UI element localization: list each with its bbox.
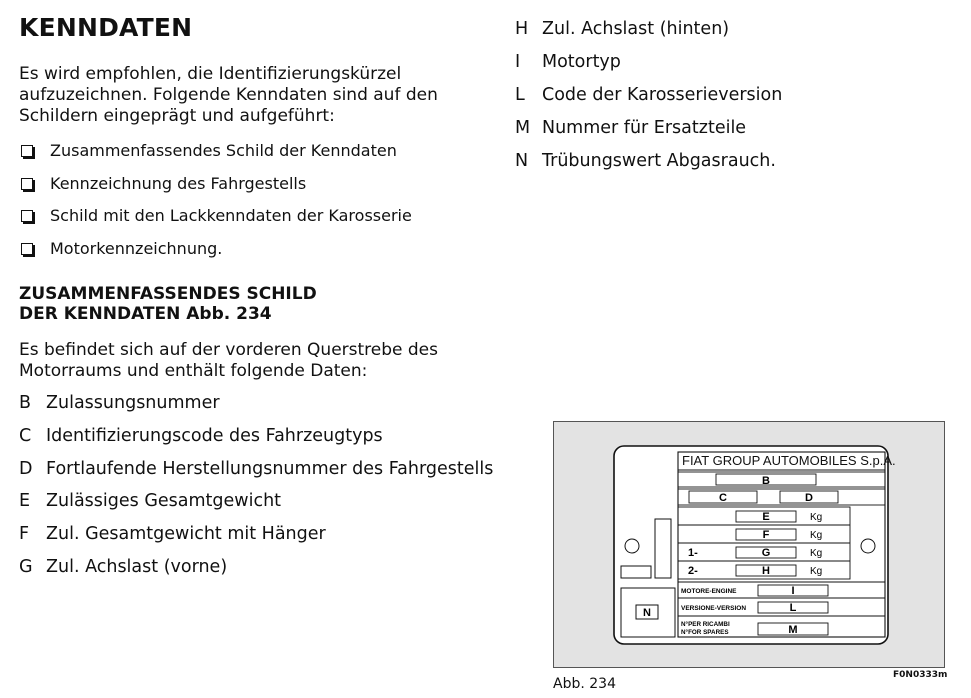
item-letter: F: [19, 524, 30, 544]
unit-kg: Kg: [810, 548, 823, 559]
list-item: [515, 84, 782, 117]
bullet-item: [19, 239, 222, 259]
list-item: [515, 117, 782, 150]
field-g-label: G: [761, 547, 771, 559]
field-l-label: L: [789, 602, 797, 614]
list-item: [515, 150, 782, 183]
item-text: Zul. Achslast (vorne): [46, 557, 228, 577]
bullet-text: Motorkennzeichnung.: [50, 239, 223, 258]
list-item: [19, 458, 493, 490]
intro-paragraph: [19, 64, 438, 127]
list-item: [515, 51, 782, 84]
item-text: Identifizierungscode des Fahrzeugtyps: [46, 426, 383, 446]
checkbox-bullet-icon: [21, 178, 33, 190]
version-label: VERSIONE-VERSION: [681, 605, 747, 612]
item-letter: G: [19, 557, 33, 577]
field-c-label: C: [719, 492, 727, 504]
field-i-label: I: [791, 585, 795, 597]
spares-label-line1: N°PER RICAMBI: [681, 621, 730, 628]
unit-kg: Kg: [810, 566, 823, 577]
bullet-item: [19, 141, 397, 161]
item-letter: N: [515, 151, 529, 171]
checkbox-bullet-icon: [21, 210, 33, 222]
axle-2-label: 2-: [688, 565, 698, 577]
field-e-label: E: [762, 511, 770, 523]
list-item: [515, 18, 782, 51]
figure-caption: Abb. 234: [553, 676, 616, 692]
figure-code: F0N0333m: [893, 670, 948, 680]
field-b-label: B: [762, 475, 770, 487]
figure-box: [553, 421, 945, 668]
axle-1-label: 1-: [688, 547, 698, 559]
intro-line: aufzuzeichnen. Folgende Kenndaten sind auf den: [19, 85, 438, 105]
engine-label: MOTORE-ENGINE: [681, 588, 737, 595]
field-d-label: D: [805, 492, 813, 504]
data-list-left: [19, 392, 493, 589]
heading-line: ZUSAMMENFASSENDES SCHILD: [19, 284, 317, 304]
item-letter: E: [19, 491, 31, 511]
location-paragraph: [19, 340, 438, 382]
item-text: Motortyp: [542, 52, 621, 72]
heading-line: DER KENNDATEN Abb. 234: [19, 304, 272, 324]
item-text: Zul. Achslast (hinten): [542, 19, 730, 39]
bullet-text: Schild mit den Lackkenndaten der Karosserie: [50, 206, 412, 225]
id-plate-diagram: [554, 422, 944, 667]
spares-label-line2: N°FOR SPARES: [681, 629, 729, 636]
field-h-label: H: [762, 565, 770, 577]
bullet-text: Kennzeichnung des Fahrgestells: [50, 174, 307, 193]
field-m-label: M: [788, 624, 798, 636]
field-n-label: N: [643, 607, 651, 619]
intro-line: Schildern eingeprägt und aufgeführt:: [19, 106, 335, 126]
list-item: [19, 523, 493, 556]
para-line: Es befindet sich auf der vorderen Querstrebe des: [19, 340, 438, 360]
bullet-item: [19, 174, 306, 194]
list-item: [19, 556, 493, 589]
checkbox-bullet-icon: [21, 145, 33, 157]
unit-kg: Kg: [810, 512, 823, 523]
plate-title: FIAT GROUP AUTOMOBILES S.p.A.: [682, 453, 896, 468]
item-text: Zulässiges Gesamtgewicht: [46, 491, 282, 511]
para-line: Motorraums und enthält folgende Daten:: [19, 361, 368, 381]
item-letter: B: [19, 393, 32, 413]
data-list-right: [515, 18, 782, 183]
list-item: [19, 490, 493, 523]
item-letter: M: [515, 118, 531, 138]
intro-line: Es wird empfohlen, die Identifizierungskürzel: [19, 64, 402, 84]
field-f-label: F: [762, 529, 770, 541]
item-text: Zul. Gesamtgewicht mit Hänger: [46, 524, 326, 544]
item-text: Zulassungsnummer: [46, 393, 220, 413]
checkbox-bullet-icon: [21, 243, 33, 255]
item-letter: L: [515, 85, 525, 105]
page-title: KENNDATEN: [19, 13, 193, 42]
item-letter: I: [515, 52, 521, 72]
bullet-item: [19, 206, 412, 226]
item-text: Nummer für Ersatzteile: [542, 118, 747, 138]
item-text: Code der Karosserieversion: [542, 85, 783, 105]
item-letter: C: [19, 426, 32, 446]
list-item: [19, 425, 493, 458]
unit-kg: Kg: [810, 530, 823, 541]
bullet-text: Zusammenfassendes Schild der Kenndaten: [50, 141, 397, 160]
item-letter: D: [19, 459, 33, 479]
section-heading: [19, 284, 317, 324]
list-item: [19, 392, 493, 425]
item-letter: H: [515, 19, 529, 39]
item-text: Trübungswert Abgasrauch.: [542, 151, 776, 171]
item-text: Fortlaufende Herstellungsnummer des Fahrgestells: [46, 459, 494, 479]
